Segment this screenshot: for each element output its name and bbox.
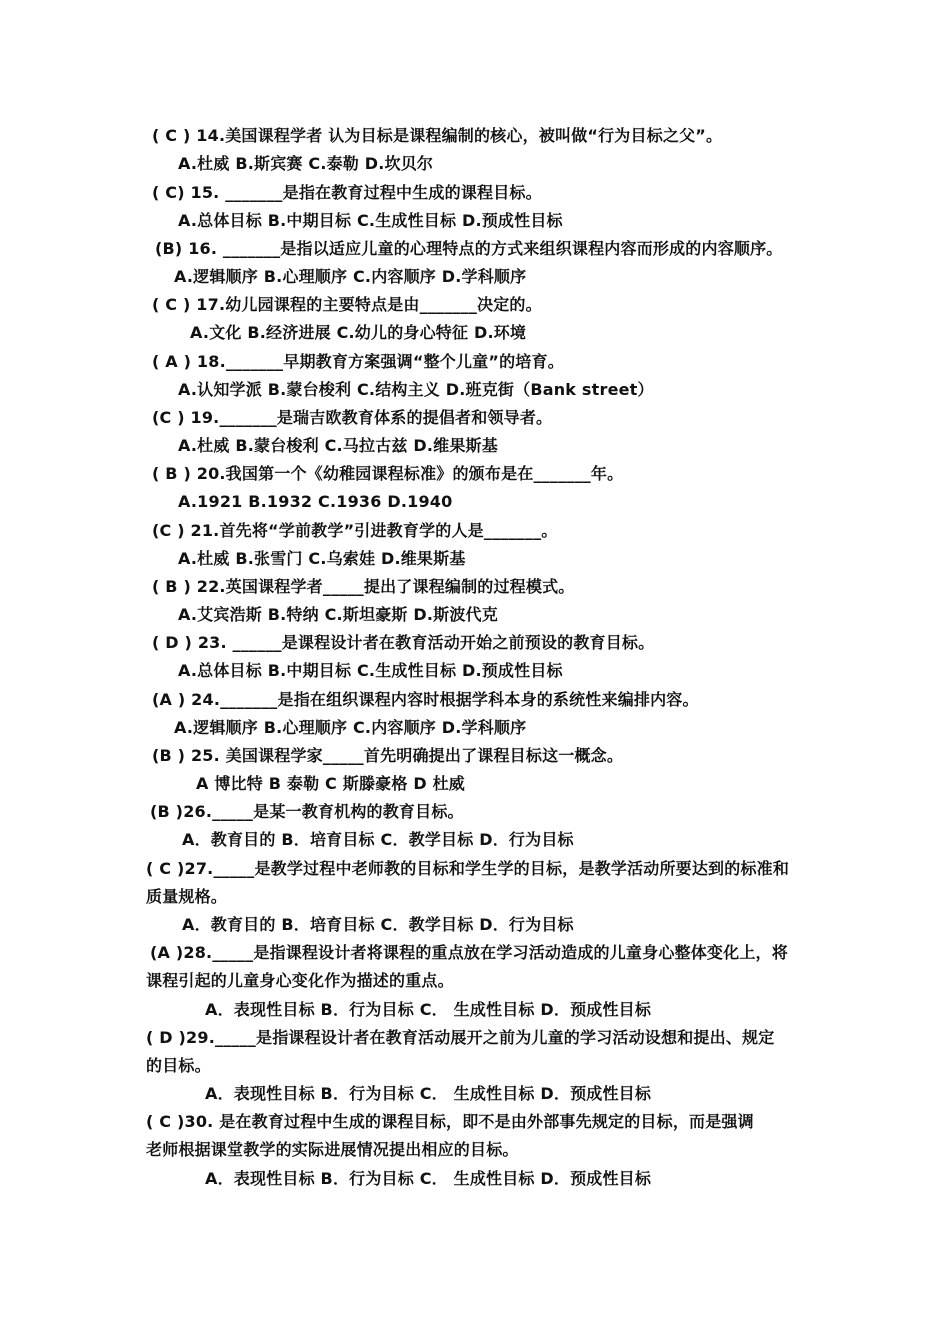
question-14: ( C ) 14.美国课程学者 认为目标是课程编制的核心，被叫做“行为目标之父”。 bbox=[152, 126, 723, 145]
question-23: ( D ) 23. ______是课程设计者在教育活动开始之前预设的教育目标。 bbox=[152, 633, 655, 652]
question-29-cont: 的目标。 bbox=[146, 1056, 211, 1075]
options-27: A．教育目的 B．培育目标 C．教学目标 D．行为目标 bbox=[182, 915, 574, 934]
question-17: ( C ) 17.幼儿园课程的主要特点是由_______决定的。 bbox=[152, 295, 542, 314]
options-28: A．表现性目标 B．行为目标 C． 生成性目标 D．预成性目标 bbox=[205, 1000, 652, 1019]
question-28-cont: 课程引起的儿童身心变化作为描述的重点。 bbox=[146, 971, 454, 990]
options-30: A．表现性目标 B．行为目标 C． 生成性目标 D．预成性目标 bbox=[205, 1169, 652, 1188]
options-21: A.杜威 B.张雪门 C.乌索娃 D.维果斯基 bbox=[178, 549, 466, 568]
options-25: A 博比特 B 泰勒 C 斯滕豪格 D 杜威 bbox=[196, 774, 465, 793]
question-25: (B ) 25. 美国课程学家_____首先明确提出了课程目标这一概念。 bbox=[152, 746, 624, 765]
question-27-cont: 质量规格。 bbox=[146, 887, 228, 906]
options-19: A.杜威 B.蒙台梭利 C.马拉古兹 D.维果斯基 bbox=[178, 436, 498, 455]
options-18: A.认知学派 B.蒙台梭利 C.结构主义 D.班克街（Bank street） bbox=[178, 380, 654, 399]
question-18: ( A ) 18._______早期教育方案强调“整个儿童”的培育。 bbox=[152, 352, 564, 371]
options-15: A.总体目标 B.中期目标 C.生成性目标 D.预成性目标 bbox=[178, 211, 563, 230]
options-23: A.总体目标 B.中期目标 C.生成性目标 D.预成性目标 bbox=[178, 661, 563, 680]
options-20: A.1921 B.1932 C.1936 D.1940 bbox=[178, 492, 453, 511]
options-16: A.逻辑顺序 B.心理顺序 C.内容顺序 D.学科顺序 bbox=[174, 267, 527, 286]
options-26: A．教育目的 B．培育目标 C．教学目标 D．行为目标 bbox=[182, 830, 574, 849]
question-24: (A ) 24._______是指在组织课程内容时根据学科本身的系统性来编排内容。 bbox=[152, 690, 699, 709]
question-20: ( B ) 20.我国第一个《幼稚园课程标准》的颁布是在_______年。 bbox=[152, 464, 624, 483]
options-17: A.文化 B.经济进展 C.幼儿的身心特征 D.环境 bbox=[190, 323, 527, 342]
question-30: ( C )30. 是在教育过程中生成的课程目标，即不是由外部事先规定的目标，而是强调 bbox=[146, 1112, 754, 1131]
question-26: (B )26._____是某一教育机构的教育目标。 bbox=[150, 802, 464, 821]
options-14: A.杜威 B.斯宾赛 C.泰勒 D.坎贝尔 bbox=[178, 154, 434, 173]
options-22: A.艾宾浩斯 B.特纳 C.斯坦豪斯 D.斯波代克 bbox=[178, 605, 498, 624]
question-15: ( C) 15. _______是指在教育过程中生成的课程目标。 bbox=[152, 183, 542, 202]
question-30-cont: 老师根据课堂教学的实际进展情况提出相应的目标。 bbox=[146, 1140, 519, 1159]
question-27: ( C )27._____是教学过程中老师教的目标和学生学的目标，是教学活动所要达到的标准和 bbox=[146, 859, 790, 878]
question-21: (C ) 21.首先将“学前教学”引进教育学的人是_______。 bbox=[152, 521, 558, 540]
question-22: ( B ) 22.英国课程学者_____提出了课程编制的过程模式。 bbox=[152, 577, 575, 596]
question-16: (B) 16. _______是指以适应儿童的心理特点的方式来组织课程内容而形成的内容顺序。 bbox=[155, 239, 783, 258]
question-28: (A )28._____是指课程设计者将课程的重点放在学习活动造成的儿童身心整体变化上，将 bbox=[150, 943, 788, 962]
question-29: ( D )29._____是指课程设计者在教育活动展开之前为儿童的学习活动设想和提出、规定 bbox=[146, 1028, 775, 1047]
options-24: A.逻辑顺序 B.心理顺序 C.内容顺序 D.学科顺序 bbox=[174, 718, 527, 737]
options-29: A．表现性目标 B．行为目标 C． 生成性目标 D．预成性目标 bbox=[205, 1084, 652, 1103]
question-19: (C ) 19._______是瑞吉欧教育体系的提倡者和领导者。 bbox=[152, 408, 553, 427]
